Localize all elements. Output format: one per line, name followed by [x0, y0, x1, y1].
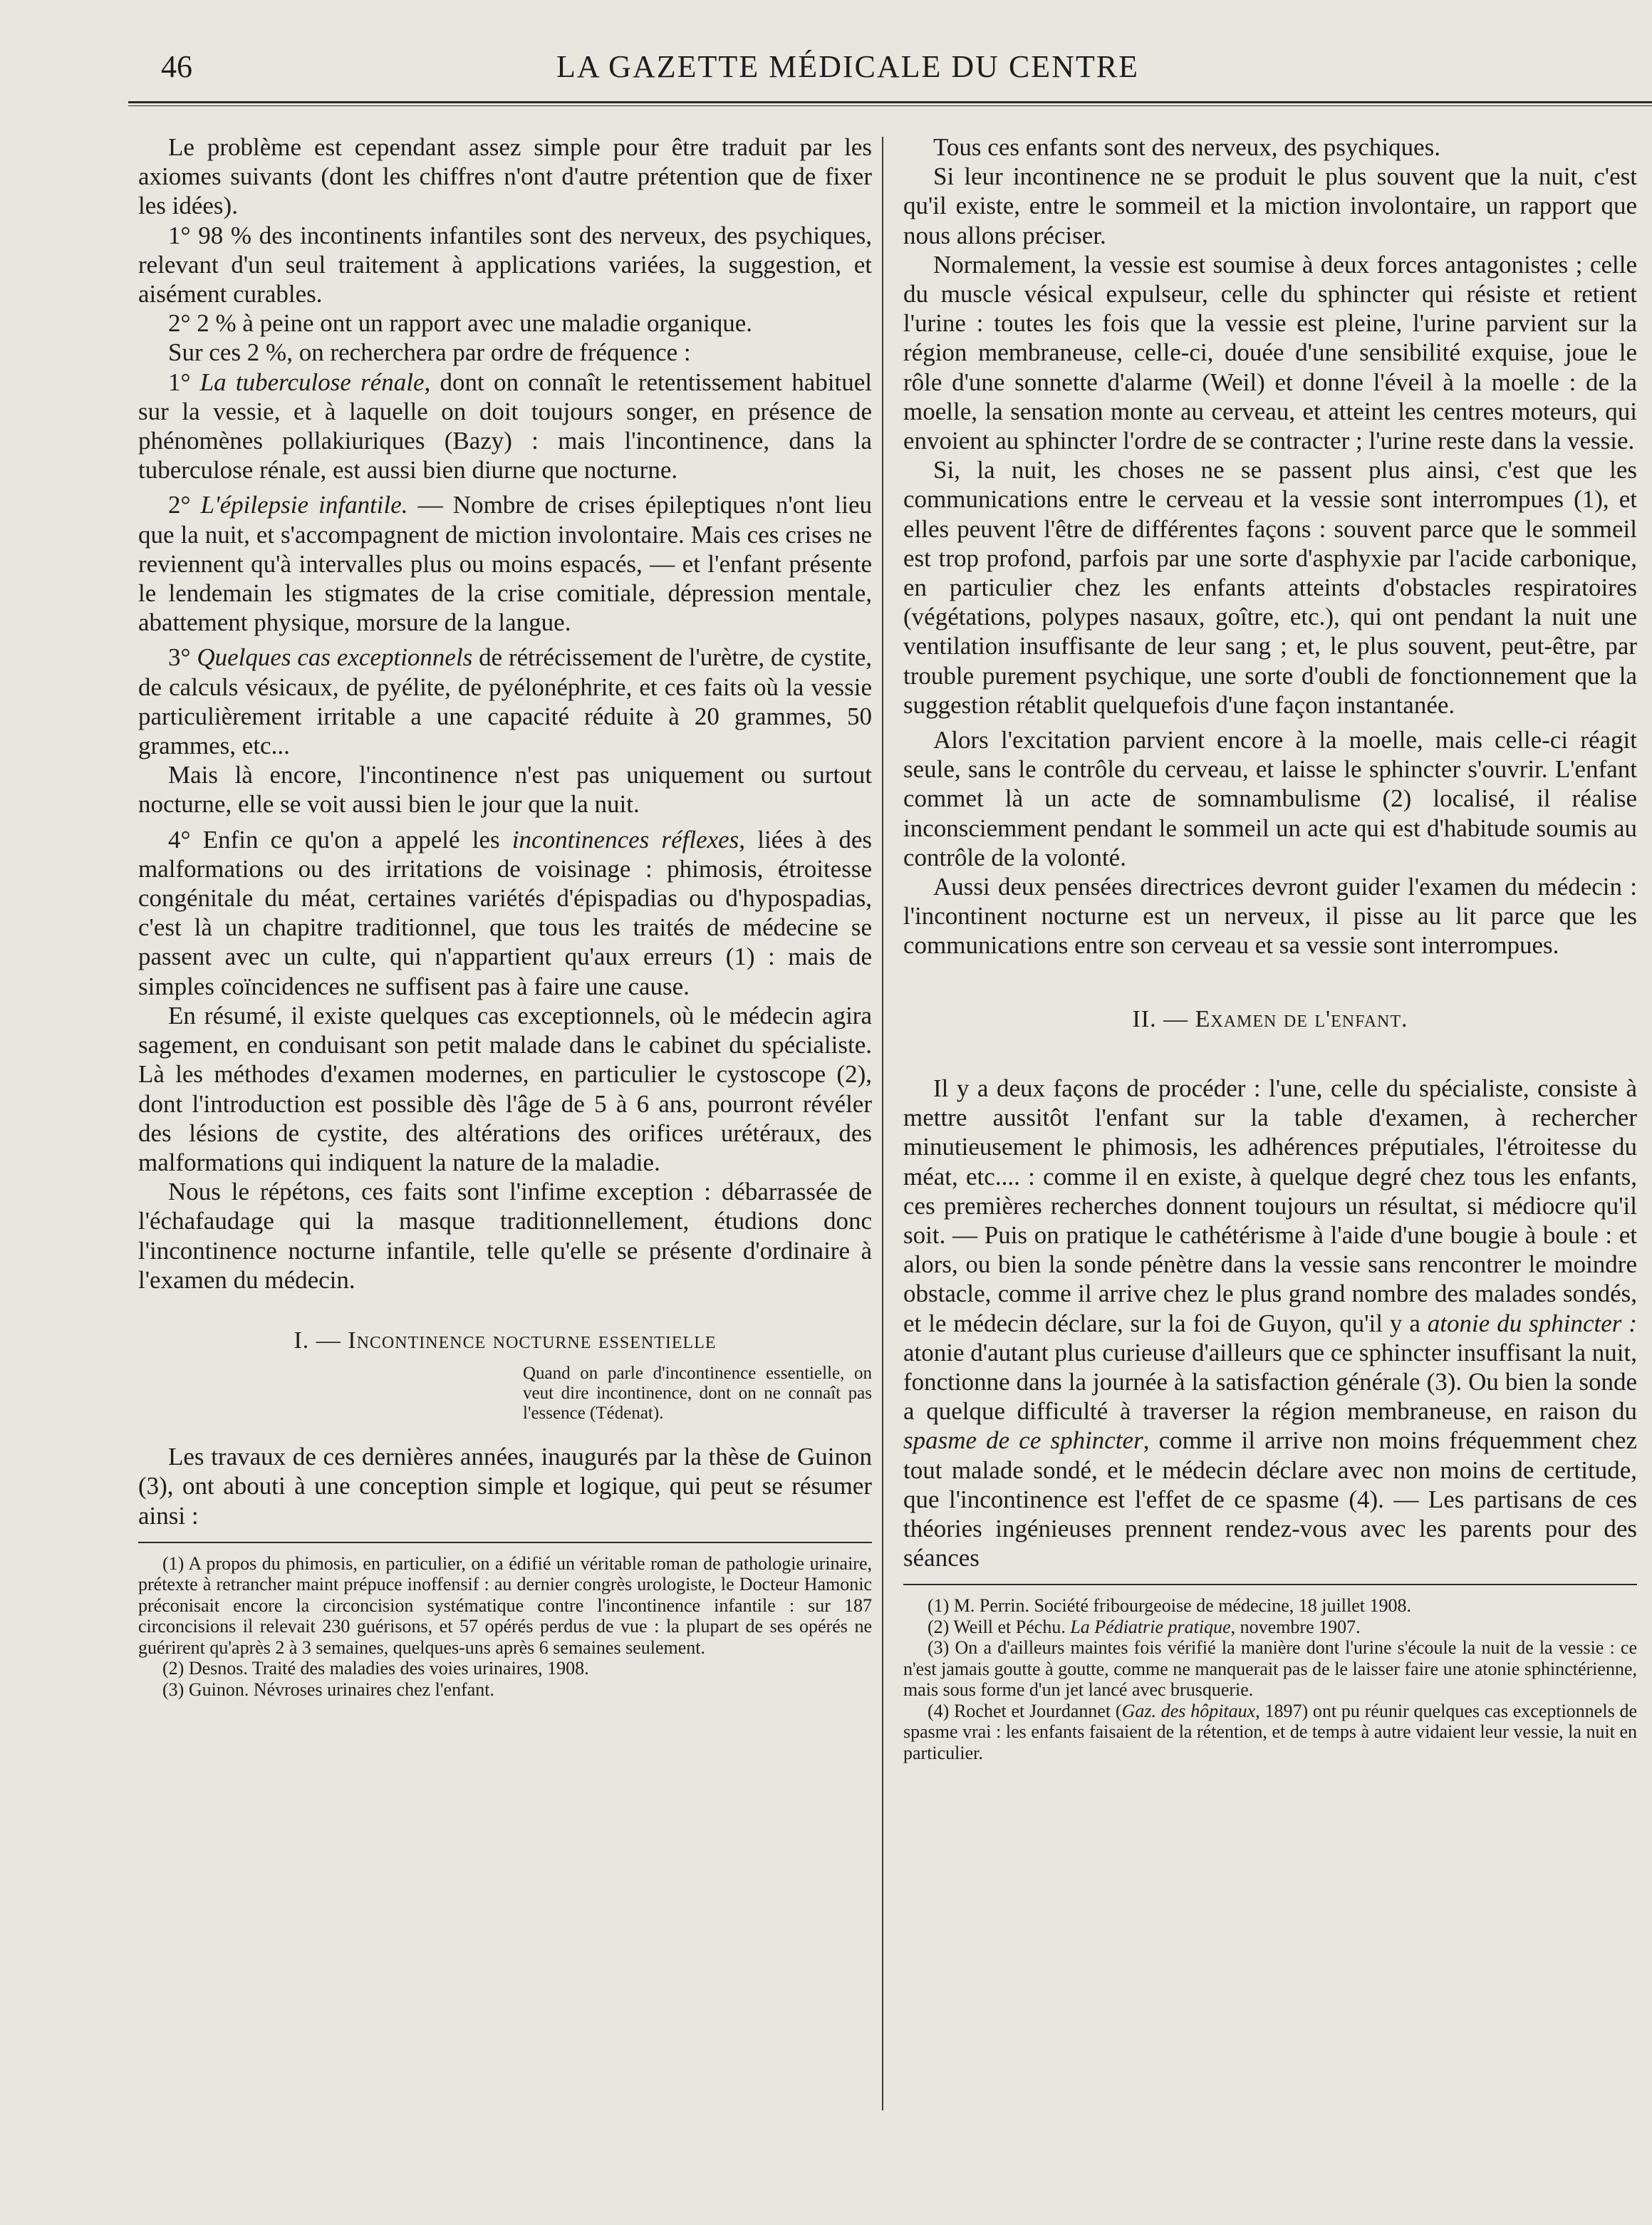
paragraph: Mais là encore, l'incontinence n'est pas uniquement ou surtout nocturne, elle se voit aussi bien le jour que la nuit.	[138, 761, 872, 819]
paragraph: Les travaux de ces dernières années, inaugurés par la thèse de Guinon (3), ont abouti à une conception simple et logique, qui peut se résumer ainsi :	[138, 1443, 872, 1530]
paragraph: Le problème est cependant assez simple pour être traduit par les axiomes suivants (dont les chiffres n'ont d'autre prétention que de fixer les idées).	[138, 133, 872, 220]
paragraph: 1° 98 % des incontinents infantiles sont des nerveux, des psychiques, relevant d'un seul traitement à applications variées, la suggestion, et aisément curables.	[138, 221, 872, 308]
paragraph: Nous le répétons, ces faits sont l'infime exception : débarrassée de l'échafaudage qui la masque traditionnellement, étudions donc l'incontinence nocturne infantile, telle qu'elle se présente d'ordinaire à l'examen du médecin.	[138, 1178, 872, 1294]
footnote: (4) Rochet et Jourdannet (Gaz. des hôpitaux, 1897) ont pu réunir quelques cas exceptionnels de spasme vrai : les enfants faisaient de la rétention, et de temps à autre vidaient leur vessie, la nuit en particulier.	[903, 1700, 1638, 1763]
list-item-epilepsie: 2° L'épilepsie infantile. — Nombre de crises épileptiques n'ont lieu que la nuit, et s'accompagnent de miction involontaire. Mais ces crises ne reviennent qu'à intervalles plus ou moins espacés, — et l'enfant présente le lendemain les stigmates de la crise comitiale, dépression mentale, abattement physique, morsure de la langue.	[138, 491, 872, 637]
paragraph: Alors l'excitation parvient encore à la moelle, mais celle-ci réagit seule, sans le contrôle du cerveau, et laisse le sphincter s'ouvrir. L'enfant commet là un acte de somnambulisme (2) localisé, il réalise inconsciemment pendant le sommeil un acte qui est d'habitude soumis au contrôle de la volonté.	[903, 726, 1637, 871]
paragraph: Si, la nuit, les choses ne se passent plus ainsi, c'est que les communications entre le cerveau et la vessie sont interrompues (1), et elles peuvent l'être de différentes façons : souvent parce que le sommeil est trop profond, parfois par une sorte d'asphyxie par l'acide carbonique, en particulier chez les enfants atteints d'obstacles respiratoires (végétations, polypes nasaux, goître, etc.), qui ont pendant la nuit une ventilation insuffisante de leur sang ; et, le plus souvent, peut-être, par trouble purement psychique, une sorte d'oubli de fonctionnement que la suggestion rétablit quelquefois d'une façon instantanée.	[903, 456, 1637, 719]
paragraph: Il y a deux façons de procéder : l'une, celle du spécialiste, consiste à mettre aussitôt l'enfant sur la table d'examen, à rechercher minutieusement le phimosis, les adhérences préputiales, l'étroitesse du méat, etc.... : comme il en existe, à quelque degré chez tous les enfants, ces premières recherches donnent toujours un résultat, si médiocre qu'il soit. — Puis on pratique le cathétérisme à l'aide d'une bougie à boule : et alors, ou bien la sonde pénètre dans la vessie sans rencontrer le moindre obstacle, comme il arrive chez le plus grand nombre des malades sondés, et le médecin déclare, sur la foi de Guyon, qu'il y a atonie du sphincter : atonie d'autant plus curieuse d'ailleurs que ce sphincter insuffisant la nuit, fonctionne dans la journée à la satisfaction générale (3). Ou bien la sonde a quelque difficulté à traverser la région membraneuse, en raison du spasme de ce sphincter, comme il arrive non moins fréquemment chez tout malade sondé, et le médecin déclare avec non moins de certitude, que l'incontinence est l'effet de ce spasme (4). — Les partisans de ces théories ingénieuses prennent rendez-vous avec les parents pour des séances	[903, 1074, 1637, 1572]
item-title: incontinences réflexes	[511, 825, 739, 854]
page-number: 46	[161, 49, 192, 84]
paragraph: Sur ces 2 %, on recherchera par ordre de fréquence :	[168, 338, 691, 367]
footnote: (2) Desnos. Traité des maladies des voies urinaires, 1908.	[162, 1658, 589, 1679]
footnote-rule	[903, 1584, 1637, 1585]
paragraph: En résumé, il existe quelques cas exceptionnels, où le médecin agira sagement, en conduisant son petit malade dans le cabinet du spécialiste. Là les méthodes d'examen modernes, en particulier le cystoscope (2), dont l'introduction est possible dès l'âge de 5 à 6 ans, pourront révéler des lésions de cystite, des altérations des orifices urétéraux, des malformations qui indiquent la nature de la maladie.	[138, 1001, 872, 1176]
list-item-cas-exceptionnels: 3° Quelques cas exceptionnels de rétrécissement de l'urètre, de cystite, de calculs vésicaux, de pyélite, de pyélonéphrite, et ces faits où la vessie particulièrement irritable a une capacité réduite à 20 grammes, 50 grammes, etc...	[138, 643, 872, 760]
footnote: (1) M. Perrin. Société fribourgeoise de médecine, 18 juillet 1908.	[928, 1595, 1411, 1617]
paragraph: Aussi deux pensées directrices devront guider l'examen du médecin : l'incontinent nocturne est un nerveux, il pisse au lit parce que les communications entre son cerveau et sa vessie sont interrompues.	[903, 873, 1637, 960]
footnote: (3) Guinon. Névroses urinaires chez l'enfant.	[162, 1679, 495, 1700]
item-title: Quelques cas exceptionnels	[197, 643, 473, 672]
paragraph: 2° 2 % à peine ont un rapport avec une maladie organique.	[168, 309, 753, 338]
list-item-tuberculose: 1° La tuberculose rénale, dont on connaît le retentissement habituel sur la vessie, et à laquelle on doit toujours songer, en présence de phénomènes pollakiuriques (Bazy) : mais l'incontinence, dans la tuberculose rénale, est aussi bien diurne que nocturne.	[138, 368, 872, 484]
paragraph: Si leur incontinence ne se produit le plus souvent que la nuit, c'est qu'il existe, entre le sommeil et la miction involontaire, un rapport que nous allons préciser.	[903, 162, 1637, 249]
paragraph: Tous ces enfants sont des nerveux, des psychiques.	[933, 133, 1440, 161]
footnotes	[138, 1553, 872, 1701]
item-title: L'épilepsie infantile.	[200, 491, 408, 519]
header-rule	[128, 101, 1652, 106]
column-divider	[882, 137, 883, 2110]
footnote-rule	[138, 1542, 872, 1543]
section-heading-1: I. — Incontinence nocturne essentielle	[293, 1327, 717, 1354]
epigraph: Quand on parle d'incontinence essentielle, on veut dire incontinence, dont on ne connaît pas l'essence (Tédenat).	[523, 1364, 872, 1423]
footnote: (3) On a d'ailleurs maintes fois vérifié la manière dont l'urine s'écoule la nuit de la vessie : ce n'est jamais goutte à goutte, comme ne manquerait pas de le laisser faire une atonie sphinctérienne, mais sous forme d'un jet lancé avec brusquerie.	[903, 1637, 1637, 1701]
page-header	[142, 48, 1553, 98]
left-column	[138, 133, 872, 1700]
paragraph: Normalement, la vessie est soumise à deux forces antagonistes ; celle du muscle vésical expulseur, celle du sphincter qui résiste et retient l'urine : toutes les fois que la vessie est pleine, l'urine parvient sur la région membraneuse, celle-ci, douée d'une sensibilité exquise, joue le rôle d'une sonnette d'alarme (Weil) et donne l'éveil à la moelle : de la moelle, la sensation monte au cerveau, et atteint les centres moteurs, qui envoient au sphincter l'ordre de se contracter ; l'urine reste dans la vessie.	[903, 250, 1637, 455]
running-title: LA GAZETTE MÉDICALE DU CENTRE	[556, 49, 1140, 84]
footnotes	[903, 1595, 1637, 1763]
footnote: (2) Weill et Péchu. La Pédiatrie pratique, novembre 1907.	[928, 1616, 1361, 1637]
section-heading-2: II. — Examen de l'enfant.	[1132, 1005, 1408, 1032]
footnote: (1) A propos du phimosis, en particulier, on a édifié un véritable roman de pathologie urinaire, prétexte à retrancher maint prépuce inoffensif : au dernier congrès urologiste, le Docteur Hamonic préconisait encore la circoncision systématique contre l'incontinence infantile : sur 187 circoncisions il relevait 230 guérisons, et 57 opérés perdus de vue : la plupart de ses opérés ne guérirent qu'après 2 à 3 semaines, quelques-uns après 6 semaines seulement.	[138, 1552, 872, 1658]
list-item-reflexes: 4° Enfin ce qu'on a appelé les incontinences réflexes, liées à des malformations ou des irritations de voisinage : phimosis, étroitesse congénitale du méat, certaines variétés d'épispadias ou d'hypospadias, c'est là un chapitre traditionnel, que tous les traités de médecine se passent avec un culte, qui n'appartient qu'aux erreurs (1) : mais de simples coïncidences ne suffisent pas à faire une cause.	[138, 825, 872, 1000]
item-title: La tuberculose rénale	[199, 368, 425, 396]
right-column	[903, 133, 1637, 1763]
